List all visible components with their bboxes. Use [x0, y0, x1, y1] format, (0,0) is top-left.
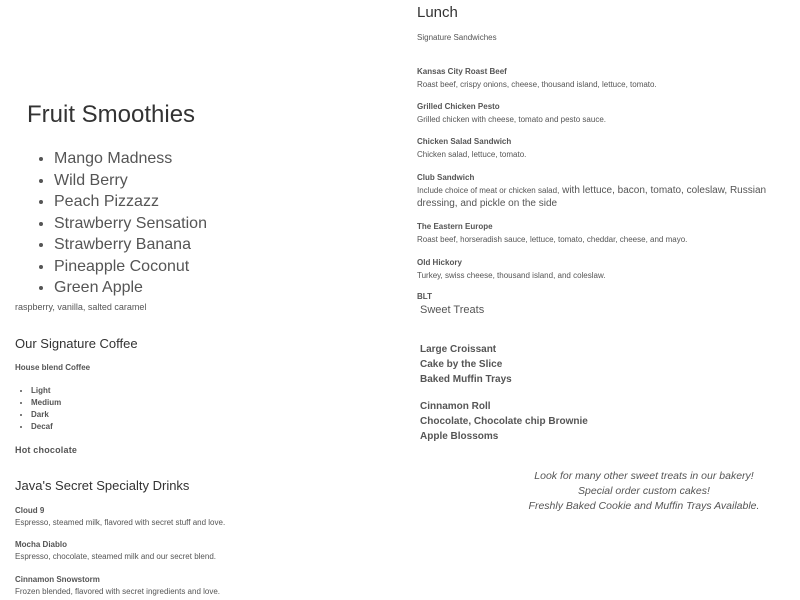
sandwich-name: Kansas City Roast Beef — [417, 67, 507, 76]
list-item: Baked Muffin Trays — [420, 374, 512, 385]
drink-name: Mocha Diablo — [15, 540, 68, 549]
sandwich-desc: Turkey, swiss cheese, thousand island, and coleslaw. — [417, 271, 606, 280]
list-item: Cinnamon Roll — [420, 401, 491, 412]
list-item: Large Croissant — [420, 344, 497, 355]
sandwich-desc: Roast beef, crispy onions, cheese, thousand island, lettuce, tomato. — [417, 80, 657, 89]
note-line: Look for many other sweet treats in our bakery! — [534, 470, 754, 482]
list-item: • Peach Pizzazz — [54, 191, 384, 213]
coffee-title: Our Signature Coffee — [15, 336, 138, 351]
list-item: Apple Blossoms — [420, 431, 499, 442]
list-item: • Dark — [31, 409, 61, 421]
sandwich-item — [417, 172, 787, 210]
list-item: • Strawberry Banana — [54, 234, 384, 256]
sweet-notes — [420, 469, 800, 514]
list-item: • Medium — [31, 397, 61, 409]
sandwich-desc: Grilled chicken with cheese, tomato and pesto sauce. — [417, 115, 606, 124]
lunch-title: Lunch — [417, 4, 458, 21]
drink-item — [15, 505, 225, 529]
specialty-title: Java's Secret Specialty Drinks — [15, 478, 190, 493]
list-item: Chocolate, Chocolate chip Brownie — [420, 416, 588, 427]
list-item: • Wild Berry — [54, 170, 384, 192]
note-line: Freshly Baked Cookie and Muffin Trays Available. — [528, 500, 760, 512]
sandwich-item — [417, 136, 787, 161]
list-item: • Strawberry Sensation — [54, 213, 384, 235]
drink-name: Cloud 9 — [15, 506, 45, 515]
drink-name: Cinnamon Snowstorm — [15, 575, 100, 584]
flavors-text: raspberry, vanilla, salted caramel — [15, 302, 147, 312]
list-item: • Pineapple Coconut — [54, 256, 384, 278]
lunch-subtitle: Signature Sandwiches — [417, 33, 497, 42]
sandwich-name: Chicken Salad Sandwich — [417, 137, 512, 146]
drink-desc: Espresso, chocolate, steamed milk and our secret blend. — [15, 552, 216, 561]
drink-item — [15, 539, 216, 563]
sandwich-name: Grilled Chicken Pesto — [417, 102, 500, 111]
sandwich-desc-part: Include choice of meat or chicken salad, — [417, 186, 560, 195]
smoothies-list — [0, 148, 384, 299]
treats-list — [420, 399, 588, 444]
smoothies-title: Fruit Smoothies — [27, 101, 196, 128]
drink-item — [15, 574, 220, 598]
list-item: • Light — [31, 385, 61, 397]
list-item: • Green Apple — [54, 277, 384, 299]
sandwich-name: Old Hickory — [417, 258, 462, 267]
list-item: Cake by the Slice — [420, 359, 503, 370]
drink-desc: Frozen blended, flavored with secret ingredients and love. — [15, 587, 221, 596]
treats-list — [420, 342, 512, 387]
sandwich-desc-part: with lettuce, bacon, tomato, coleslaw, Russian dressing, and pickle on the side — [417, 185, 767, 209]
sandwich-item — [417, 101, 787, 126]
sandwich-name-partial: BLT — [417, 292, 432, 299]
sandwich-desc: Roast beef, horseradish sauce, lettuce, tomato, cheddar, cheese, and mayo. — [417, 235, 688, 244]
coffee-subtitle: House blend Coffee — [15, 363, 91, 372]
roast-list — [0, 385, 61, 433]
list-item: • Mango Madness — [54, 148, 384, 170]
note-line: Special order custom cakes! — [578, 485, 710, 497]
sandwich-item — [417, 66, 787, 91]
sandwich-item — [417, 221, 787, 246]
sweet-treats-title: Sweet Treats — [420, 304, 485, 316]
sandwich-name: The Eastern Europe — [417, 222, 493, 231]
sandwich-item — [417, 257, 787, 282]
drink-desc: Espresso, steamed milk, flavored with secret stuff and love. — [15, 518, 226, 527]
sandwich-desc — [417, 184, 787, 210]
hot-chocolate: Hot chocolate — [15, 445, 78, 455]
sandwich-name: Club Sandwich — [417, 173, 475, 182]
sandwich-desc: Chicken salad, lettuce, tomato. — [417, 150, 527, 159]
list-item: • Decaf — [31, 421, 61, 433]
